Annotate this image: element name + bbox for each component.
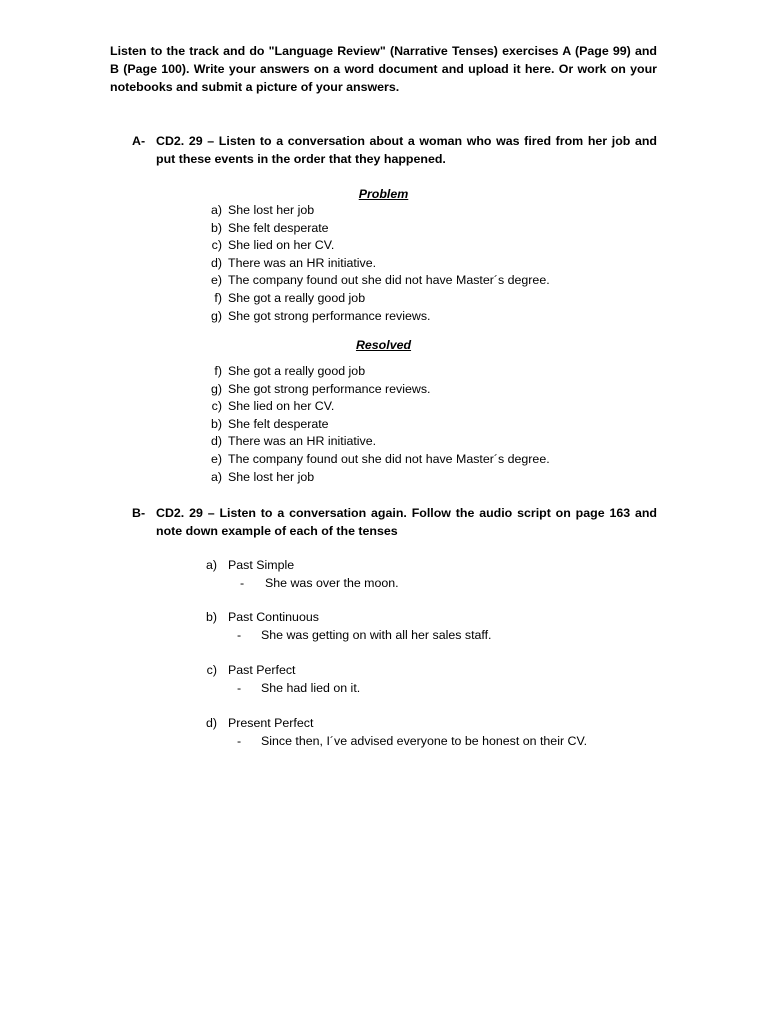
list-item-text: She lost her job [228,469,315,484]
list-item-text: The company found out she did not have Master´s degree. [228,273,550,288]
bullet-dash: - [237,680,242,695]
list-marker: a) [210,203,222,217]
list-marker: b) [210,220,222,235]
list-item [200,290,660,308]
list-item [200,469,660,487]
section-b-heading [132,504,657,540]
list-item [200,398,660,416]
problem-list [200,202,660,325]
list-marker: e) [210,451,222,466]
section-a-instructions: CD2. 29 – Listen to a conversation about a woman who was fired from her job and put these events in the order that they happened. [156,134,657,166]
list-item [200,308,660,326]
problem-heading: Problem [358,187,409,201]
list-item-text: There was an HR initiative. [228,255,377,270]
list-item [200,220,660,238]
tense-name: Past Simple [228,558,295,572]
list-item [200,451,660,469]
list-item [200,255,660,273]
list-item [200,363,660,381]
bullet-dash: - [237,627,242,642]
list-marker: d) [210,434,222,449]
tense-example: She had lied on it. [261,680,361,695]
list-item-text: She got strong performance reviews. [228,308,431,323]
list-item-text: She got a really good job [228,290,366,305]
list-marker: g) [210,308,222,323]
list-marker: a) [210,469,222,484]
tense-example: She was getting on with all her sales staff. [261,627,492,642]
section-a-letter: A- [132,134,146,148]
list-marker: c) [206,663,217,677]
list-marker: b) [210,416,222,431]
section-b-letter: B- [132,506,146,520]
bullet-dash: - [240,575,245,590]
instructions-paragraph: Listen to the track and do "Language Review" (Narrative Tenses) exercises A (Page 99) and B (Page 100). Write your answers on a word document and upload it here. Or work on your notebooks and submit a picture of your answers. [110,44,657,94]
list-marker: f) [214,364,222,378]
list-item-text: She got a really good job [228,364,366,378]
resolved-list [200,363,660,486]
list-marker: d) [210,255,222,270]
tense-name: Present Perfect [228,716,314,730]
list-item [200,272,660,290]
list-marker: f) [214,290,222,305]
bullet-dash: - [237,733,242,748]
section-b-instructions: CD2. 29 – Listen to a conversation again. Follow the audio script on page 163 and note down example of each of the tenses [156,506,657,538]
list-item-text: She lost her job [228,203,315,217]
tense-name: Past Perfect [228,663,296,677]
list-item-text: There was an HR initiative. [228,434,377,449]
list-item [200,202,660,220]
tense-example: Since then, I´ve advised everyone to be honest on their CV. [261,733,588,748]
list-item [200,381,660,399]
list-marker: b) [205,610,217,624]
list-item [200,416,660,434]
tense-example: She was over the moon. [265,575,399,590]
list-item [200,433,660,451]
list-item-text: She lied on her CV. [228,399,335,414]
section-a-heading [132,132,657,168]
list-marker: e) [210,273,222,288]
list-item-text: She felt desperate [228,416,329,431]
list-item-text: She got strong performance reviews. [228,381,431,396]
list-marker: a) [205,558,217,572]
list-marker: g) [210,381,222,396]
list-item-text: She felt desperate [228,220,329,235]
list-item-text: She lied on her CV. [228,238,335,253]
resolved-heading: Resolved [355,338,412,352]
list-marker: c) [211,238,222,253]
list-marker: c) [211,399,222,414]
list-item [200,237,660,255]
list-item-text: The company found out she did not have Master´s degree. [228,451,550,466]
list-marker: d) [205,716,217,730]
tense-name: Past Continuous [228,610,319,624]
